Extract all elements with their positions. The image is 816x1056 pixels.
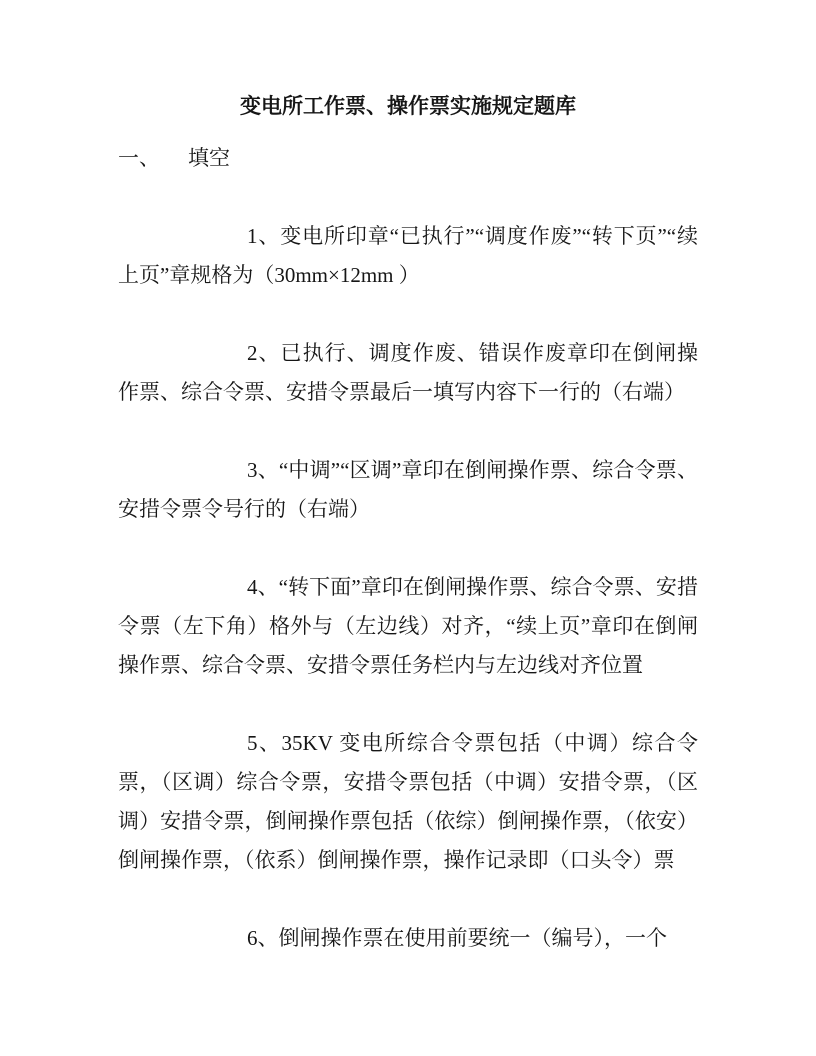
document-title: 变电所工作票、操作票实施规定题库 — [240, 94, 576, 118]
question-item-6: 6、倒闸操作票在使用前要统一（编号），一个 — [247, 926, 667, 950]
section-number: 一、 — [118, 146, 160, 170]
question-item-2: 2、已执行、调度作废、错误作废章印在倒闸操作票、综合令票、安措令票最后一填写内容下一行的（右端） — [118, 341, 698, 404]
question-item-5: 5、35KV 变电所综合令票包括（中调）综合令票，（区调）综合令票，安措令票包括（中调）安措令票，（区调）安措令票，倒闸操作票包括（依综）倒闸操作票，（依安）倒闸操作票，（依系）倒闸操作票，操作记录即（口头令）票 — [118, 731, 698, 872]
question-item-3: 3、“中调”“区调”章印在倒闸操作票、综合令票、安措令票令号行的（右端） — [118, 458, 698, 521]
question-item-4: 4、“转下面”章印在倒闸操作票、综合令票、安措令票（左下角）格外与（左边线）对齐，“续上页”章印在倒闸操作票、综合令票、安措令票任务栏内与左边线对齐位置 — [118, 575, 698, 677]
question-item-1: 1、变电所印章“已执行”“调度作废”“转下页”“续上页”章规格为（30mm×12mm ） — [118, 224, 698, 287]
section-heading — [118, 139, 698, 178]
section-label: 填空 — [188, 146, 230, 170]
